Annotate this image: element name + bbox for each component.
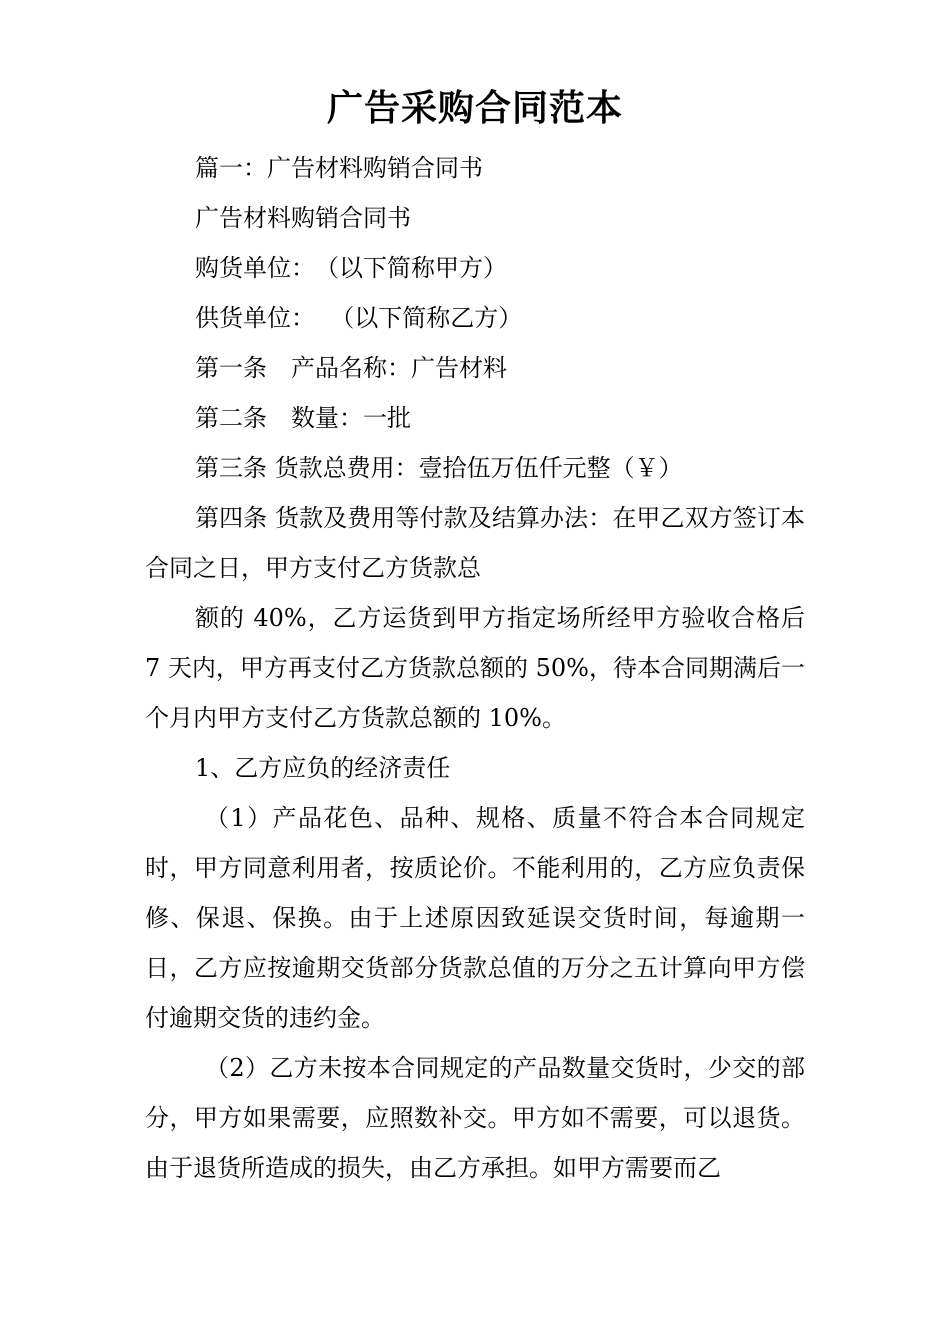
paragraph-article-4: 第四条 货款及费用等付款及结算办法：在甲乙双方签订本合同之日，甲方支付乙方货款总	[145, 504, 805, 582]
paragraph-article-2: 第二条 数量：一批	[195, 404, 411, 432]
paragraph-liability-2: （2）乙方未按本合同规定的产品数量交货时，少交的部分，甲方如果需要，应照数补交。甲方如不需要，可以退货。由于退货所造成的损失，由乙方承担。如甲方需要而乙	[145, 1054, 805, 1182]
paragraph-buyer: 购货单位： （以下简称甲方）	[195, 254, 507, 282]
document-title: 广告采购合同范本	[326, 87, 623, 129]
document-body	[145, 143, 813, 1193]
paragraph-section-heading: 篇一：广告材料购销合同书	[195, 154, 483, 182]
paragraph-supplier: 供货单位： （以下简称乙方）	[195, 304, 523, 332]
paragraph-contract-name: 广告材料购销合同书	[195, 204, 411, 232]
paragraph-liability-1: （1）产品花色、品种、规格、质量不符合本合同规定时，甲方同意利用者，按质论价。不能利用的，乙方应负责保修、保退、保换。由于上述原因致延误交货时间，每逾期一日，乙方应按逾期交货部分货款总值的万分之五计算向甲方偿付逾期交货的违约金。	[145, 804, 805, 1032]
paragraph-payment-terms: 额的 40%，乙方运货到甲方指定场所经甲方验收合格后 7 天内，甲方再支付乙方货款总额的 50%，待本合同期满后一个月内甲方支付乙方货款总额的 10%。	[145, 604, 813, 732]
paragraph-article-1: 第一条 产品名称：广告材料	[195, 354, 507, 382]
paragraph-article-3: 第三条 货款总费用：壹拾伍万伍仟元整（￥）	[195, 454, 683, 482]
paragraph-liability-heading: 1、乙方应负的经济责任	[195, 754, 451, 782]
